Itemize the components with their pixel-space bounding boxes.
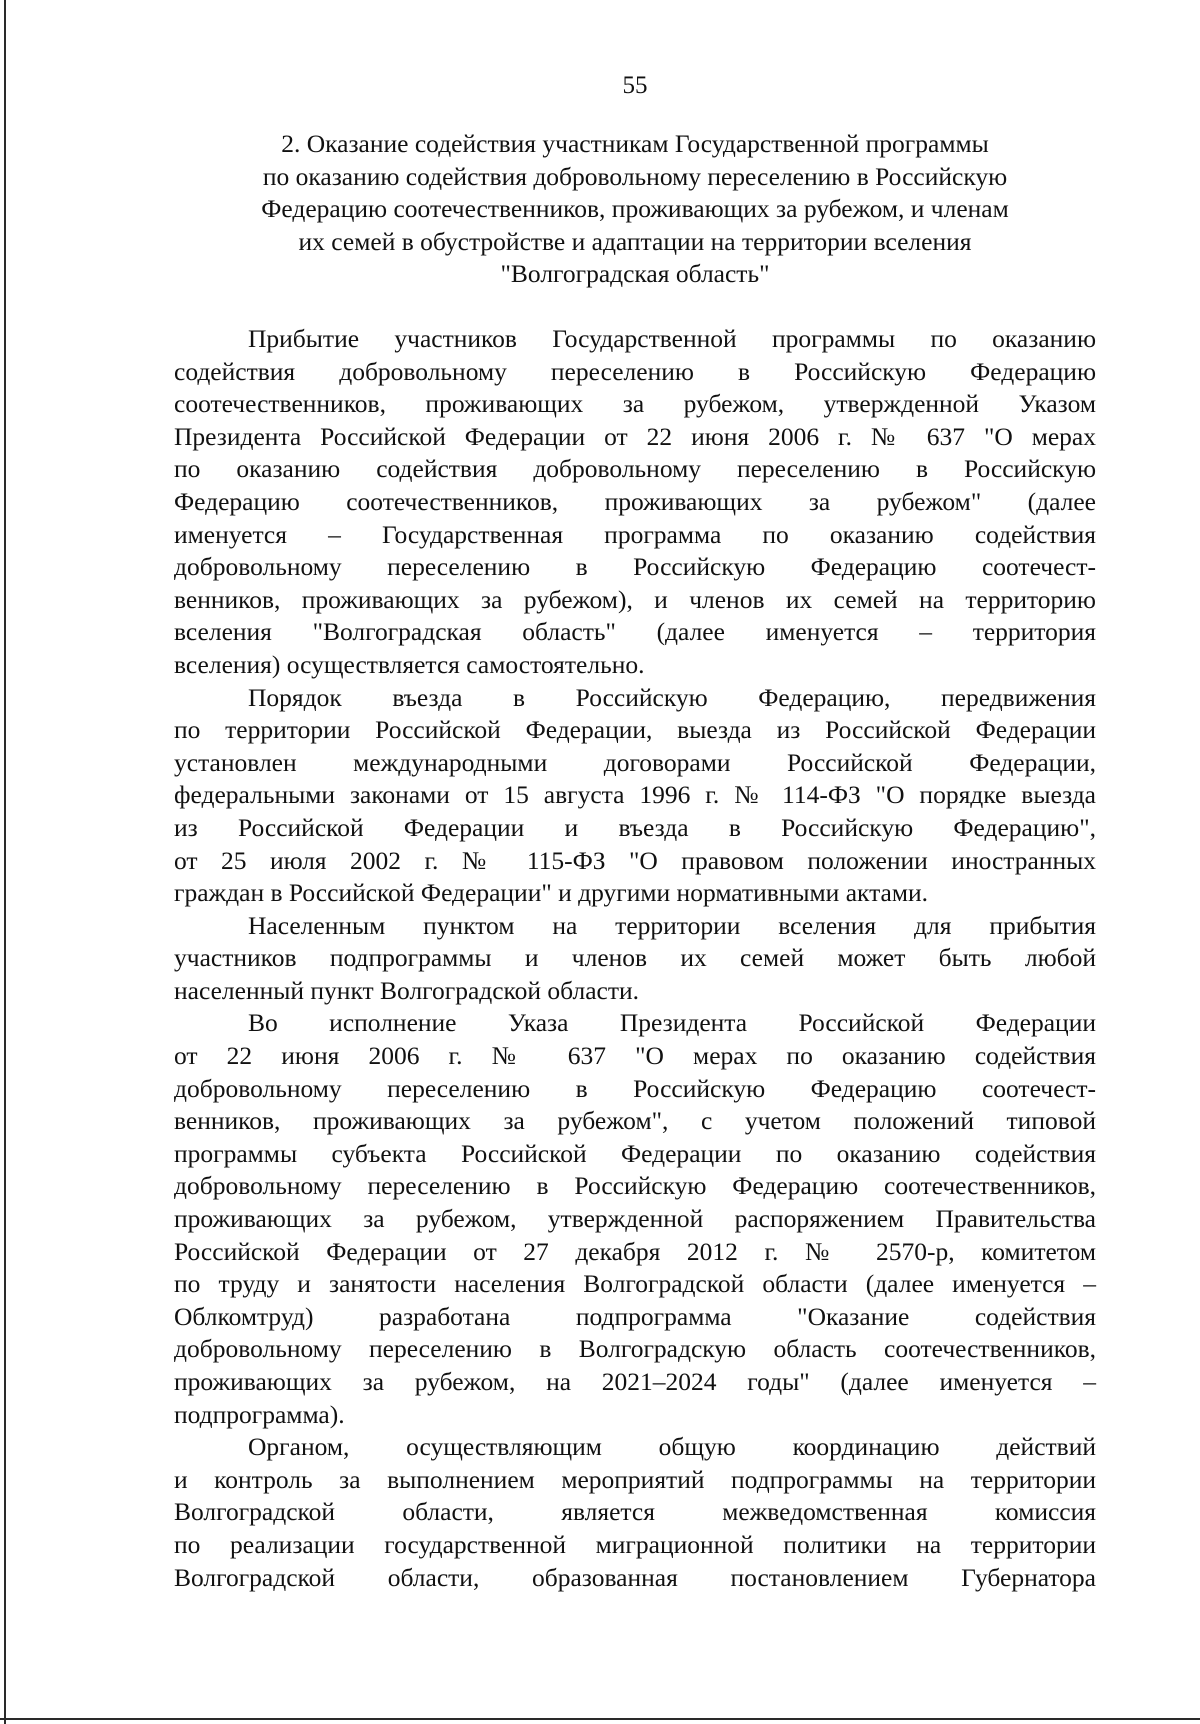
text-line: проживающих за рубежом, утвержденной распоряжением Правительства: [174, 1204, 1096, 1234]
heading-line: их семей в обустройстве и адаптации на территории вселения: [298, 226, 972, 256]
heading-line: 2. Оказание содействия участникам Государственной программы: [281, 129, 989, 158]
text-line: Облкомтруд) разработана подпрограмма "Оказание содействия: [174, 1301, 1096, 1331]
text-line: соотечественников, проживающих за рубежом, утвержденной Указом: [174, 389, 1096, 419]
text-line: Волгоградской области, образованная постановлением Губернатора: [174, 1562, 1096, 1592]
text-line: Органом, осуществляющим общую координацию действий: [248, 1432, 1096, 1462]
text-line: по труду и занятости населения Волгоградской области (далее именуется –: [174, 1269, 1096, 1299]
text-line: из Российской Федерации и въезда в Российскую Федерацию",: [174, 812, 1096, 842]
text-line: установлен международными договорами Российской Федерации,: [174, 747, 1096, 777]
text-line: именуется – Государственная программа по оказанию содействия: [174, 519, 1096, 549]
heading-line: "Волгоградская область": [500, 259, 770, 288]
text-line: населенный пункт Волгоградской области.: [174, 975, 640, 1005]
text-line: содействия добровольному переселению в Российскую Федерацию: [174, 356, 1096, 386]
text-line: программы субъекта Российской Федерации по оказанию содействия: [174, 1138, 1096, 1168]
scan-edge-left: [4, 0, 6, 1724]
text-line: Федерацию соотечественников, проживающих за рубежом" (далее: [174, 486, 1096, 516]
text-line: и контроль за выполнением мероприятий подпрограммы на территории: [174, 1464, 1096, 1494]
text-line: Во исполнение Указа Президента Российской Федерации: [248, 1008, 1096, 1038]
body-text: [174, 323, 1096, 1594]
text-line: от 25 июля 2002 г. № 115-ФЗ "О правовом положении иностранных: [174, 845, 1096, 875]
text-line: Порядок въезда в Российскую Федерацию, передвижения: [248, 682, 1096, 712]
text-line: вселения) осуществляется самостоятельно.: [174, 649, 645, 679]
text-line: венников, проживающих за рубежом", с учетом положений типовой: [174, 1106, 1096, 1136]
text-line: Президента Российской Федерации от 22 июня 2006 г. № 637 "О мерах: [174, 421, 1096, 451]
text-line: по территории Российской Федерации, выезда из Российской Федерации: [174, 715, 1096, 745]
text-line: добровольному переселению в Российскую Федерацию соотечест-: [174, 552, 1096, 582]
text-line: по реализации государственной миграционной политики на территории: [174, 1529, 1096, 1559]
text-line: участников подпрограммы и членов их семей может быть любой: [174, 943, 1096, 973]
text-line: Прибытие участников Государственной программы по оказанию: [248, 324, 1096, 353]
text-line: венников, проживающих за рубежом), и членов их семей на территорию: [174, 584, 1096, 614]
scan-edge-bottom: [0, 1718, 1200, 1720]
text-line: подпрограмма).: [174, 1399, 345, 1429]
text-line: вселения "Волгоградская область" (далее именуется – территория: [174, 617, 1096, 647]
text-line: проживающих за рубежом, на 2021–2024 годы" (далее именуется –: [174, 1367, 1096, 1396]
heading-line: Федерацию соотечественников, проживающих за рубежом, и членам: [261, 194, 1009, 223]
page-number: 55: [622, 72, 648, 99]
heading-line: по оказанию содействия добровольному переселению в Российскую: [262, 161, 1008, 191]
text-line: Населенным пунктом на территории вселения для прибытия: [248, 910, 1096, 940]
text-line: добровольному переселению в Российскую Федерацию соотечест-: [174, 1073, 1096, 1103]
text-line: добровольному переселению в Российскую Федерацию соотечественников,: [174, 1171, 1096, 1201]
section-heading: [160, 128, 1110, 291]
text-line: от 22 июня 2006 г. № 637 "О мерах по оказанию содействия: [174, 1041, 1096, 1071]
text-line: граждан в Российской Федерации" и другими нормативными актами.: [174, 878, 929, 908]
text-line: добровольному переселению в Волгоградскую область соотечественников,: [174, 1334, 1096, 1364]
text-line: по оказанию содействия добровольному переселению в Российскую: [174, 454, 1096, 484]
text-line: Российской Федерации от 27 декабря 2012 г. № 2570-р, комитетом: [174, 1236, 1096, 1266]
text-line: Волгоградской области, является межведомственная комиссия: [174, 1497, 1096, 1527]
text-line: федеральными законами от 15 августа 1996 г. № 114-ФЗ "О порядке выезда: [174, 780, 1096, 810]
